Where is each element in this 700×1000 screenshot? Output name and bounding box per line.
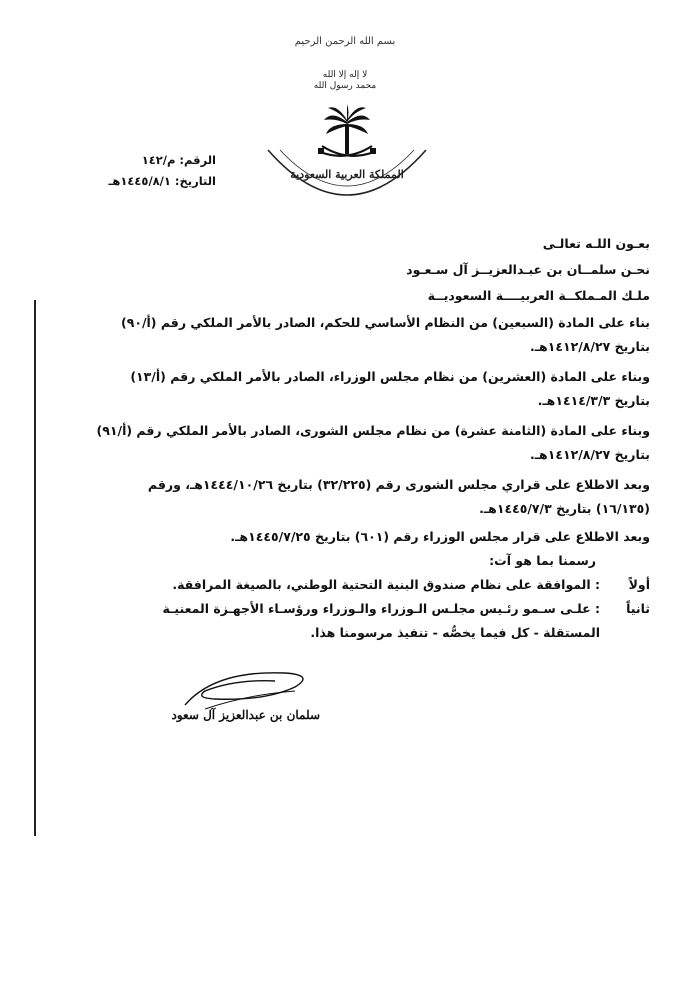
shahada-line-2: محمد رسول الله xyxy=(313,81,377,91)
preamble-clause xyxy=(52,311,650,359)
preamble-clause xyxy=(52,419,650,467)
scan-border-line xyxy=(34,300,36,836)
preamble-clause xyxy=(52,365,650,413)
item-text: : الموافقة على نظام صندوق البنية التحتية الوطني، بالصيغة المرافقة. xyxy=(172,577,600,592)
decree-date: التاريخ: ١٤٤٥/٨/١هـ xyxy=(108,174,216,188)
preamble-clause xyxy=(52,525,650,549)
decree-statement: رسمنا بما هو آت: xyxy=(489,553,596,568)
shahada-calligraphy xyxy=(310,70,380,92)
basmala-calligraphy: بسم الله الرحمن الرحيم xyxy=(294,36,396,47)
item-text: المستقلة - كل فيما يخصُّه - تنفيذ مرسومنا هذا. xyxy=(310,625,600,640)
shahada-line-1: لا إله إلا الله xyxy=(322,70,368,80)
preamble-line: وبعد الاطلاع على قرار مجلس الوزراء رقم (٦٠١) بتاريخ ١٤٤٥/٧/٢٥هـ. xyxy=(230,529,650,544)
preamble-line: وبناء على المادة (العشرين) من نظام مجلس الوزراء، الصادر بالأمر الملكي رقم (أ/١٣) xyxy=(130,369,650,384)
palm-swords-emblem-icon xyxy=(262,100,432,210)
preamble-line: بتاريخ ١٤١٤/٣/٣هـ. xyxy=(537,393,650,408)
saudi-emblem xyxy=(262,100,432,210)
decree-number: الرقم: م/١٤٢ xyxy=(141,153,216,167)
opening-king-name: نحـن سلمــان بن عبـدالعزيــز آل سـعـود xyxy=(406,262,650,277)
item-ordinal: أولاً xyxy=(628,577,650,592)
preamble-line: بتاريخ ١٤١٢/٨/٢٧هـ. xyxy=(530,339,650,354)
decree-item-second xyxy=(52,597,650,645)
opening-invocation: بعـون اللـه تعالـى xyxy=(542,236,650,251)
decree-body xyxy=(52,231,650,645)
preamble-line: وبعد الاطلاع على قراري مجلس الشورى رقم (٣٢/٢٢٥) بتاريخ ١٤٤٤/١٠/٢٦هـ، ورقم xyxy=(147,477,650,492)
preamble-clause xyxy=(52,473,650,521)
preamble-line: بتاريخ ١٤١٢/٨/٢٧هـ. xyxy=(530,447,650,462)
signatory-name: سلمان بن عبدالعزيز آل سعود xyxy=(171,708,320,722)
preamble-line: بناء على المادة (السبعين) من النظام الأساسي للحكم، الصادر بالأمر الملكي رقم (أ/٩٠) xyxy=(120,315,650,330)
item-text: : علـى سـمو رئـيس مجلـس الـوزراء والـوزراء ورؤسـاء الأجهـزة المعنيـة xyxy=(162,601,600,616)
opening-king-title: ملـك المـملكــة العربيــــة السعوديــة xyxy=(427,288,650,303)
preamble-line: وبناء على المادة (الثامنة عشرة) من نظام مجلس الشورى، الصادر بالأمر الملكي رقم (أ/٩١) xyxy=(96,423,650,438)
preamble-line: (١٦/١٣٥) بتاريخ ١٤٤٥/٧/٣هـ. xyxy=(479,501,650,516)
kingdom-arc-text: المملكة العربية السعودية xyxy=(290,168,404,181)
item-ordinal: ثانياً xyxy=(626,601,650,616)
decree-item-first xyxy=(52,573,650,597)
reference-block xyxy=(108,150,216,192)
